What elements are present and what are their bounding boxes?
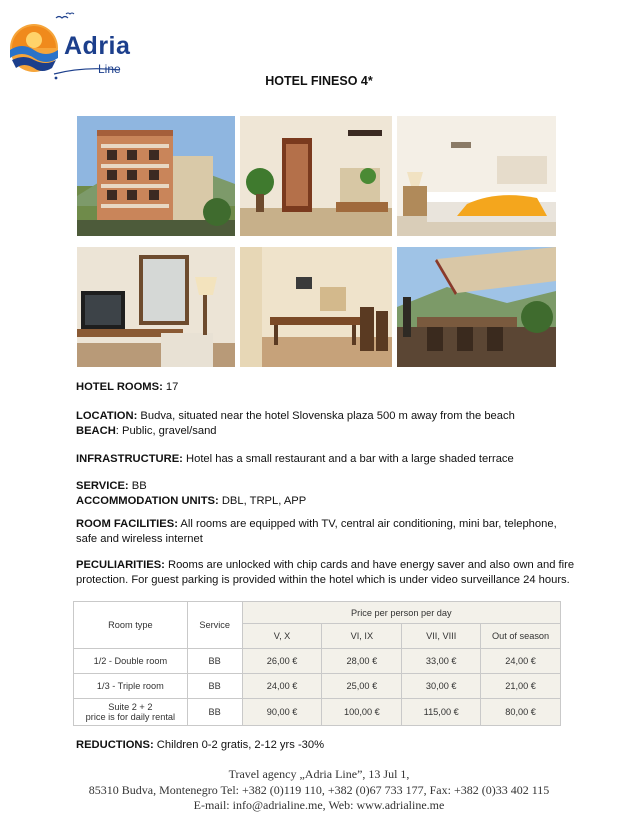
location-label: LOCATION: [76, 410, 138, 422]
table-row [74, 699, 561, 726]
price-cell: 24,00 € [242, 674, 322, 699]
infrastructure-label: INFRASTRUCTURE: [76, 453, 183, 465]
price-cell: 90,00 € [242, 699, 322, 726]
restaurant-photo [240, 247, 392, 367]
room-type-cell: 1/3 - Triple room [74, 674, 188, 699]
service-cell: BB [187, 699, 242, 726]
footer-contact [0, 767, 638, 814]
room-type-note: price is for daily rental [85, 712, 176, 722]
service-cell: BB [187, 674, 242, 699]
room-facilities-value: All rooms are equipped with TV, central air conditioning, mini bar, telephone, safe and wireless internet [76, 518, 557, 545]
service-value: BB [128, 480, 147, 492]
reductions-line [76, 738, 576, 753]
logo-sub-text: Line [98, 62, 121, 76]
adria-line-logo [4, 10, 131, 80]
price-cell: 25,00 € [322, 674, 402, 699]
room-type-cell [74, 699, 188, 726]
logo-brand-text: Adria [64, 32, 131, 60]
reductions-label: REDUCTIONS: [76, 739, 154, 751]
infrastructure-line [76, 452, 576, 467]
price-cell: 80,00 € [481, 699, 561, 726]
hotel-rooms-line [76, 380, 576, 395]
peculiarities-label: PECULIARITIES: [76, 559, 165, 571]
location-value: Budva, situated near the hotel Slovenska plaza 500 m away from the beach [137, 410, 515, 422]
price-cell: 21,00 € [481, 674, 561, 699]
footer-email-line: E-mail: info@adrialine.me, Web: www.adrialine.me [193, 798, 445, 812]
room-type-header: Room type [74, 602, 188, 649]
page-title: HOTEL FINESO 4* [265, 74, 373, 88]
peculiarities-value: Rooms are unlocked with chip cards and have energy saver and also own and fire protection. For guest parking is provided within the hotel which is under video surveillance 24 hours. [76, 559, 575, 586]
period-header: VII, VIII [402, 624, 481, 649]
hotel-rooms-value: 17 [162, 381, 179, 393]
peculiarities-paragraph [76, 558, 576, 588]
footer-address-line: 85310 Budva, Montenegro Tel: +382 (0)119 110, +382 (0)67 733 177, Fax: +382 (0)33 402 115 [88, 782, 550, 797]
room-tv-photo [77, 247, 235, 367]
service-header: Service [187, 602, 242, 649]
price-table [73, 601, 561, 726]
table-row [74, 674, 561, 699]
room-facilities-paragraph [76, 517, 576, 547]
service-line [76, 479, 576, 494]
hotel-rooms-label: HOTEL ROOMS: [76, 381, 163, 393]
beach-value: : Public, gravel/sand [115, 425, 217, 437]
price-cell: 33,00 € [402, 649, 481, 674]
price-cell: 28,00 € [322, 649, 402, 674]
hotel-entrance-photo [240, 116, 392, 236]
price-cell: 30,00 € [402, 674, 481, 699]
period-header: Out of season [481, 624, 561, 649]
reductions-value: Children 0-2 gratis, 2-12 yrs -30% [153, 739, 325, 751]
footer-agency-line: Travel agency „Adria Line”, 13 Jul 1, [228, 767, 410, 781]
price-per-person-header: Price per person per day [242, 602, 560, 624]
hotel-exterior-photo [77, 116, 235, 236]
accommodation-units-line [76, 494, 576, 509]
infrastructure-value: Hotel has a small restaurant and a bar with a large shaded terrace [182, 453, 514, 465]
price-cell: 100,00 € [322, 699, 402, 726]
price-cell: 24,00 € [481, 649, 561, 674]
service-cell: BB [187, 649, 242, 674]
period-header: V, X [242, 624, 322, 649]
terrace-photo [397, 247, 556, 367]
service-label: SERVICE: [76, 480, 129, 492]
beach-label: BEACH [76, 425, 116, 437]
room-type-line: Suite 2 + 2 [108, 702, 153, 712]
room-type-cell: 1/2 - Double room [74, 649, 188, 674]
accommodation-units-value: DBL, TRPL, APP [218, 495, 307, 507]
price-cell: 115,00 € [402, 699, 481, 726]
bedroom-photo [397, 116, 556, 236]
room-facilities-label: ROOM FACILITIES: [76, 518, 178, 530]
accommodation-units-label: ACCOMMODATION UNITS: [76, 495, 219, 507]
location-line [76, 409, 576, 424]
table-row [74, 649, 561, 674]
beach-line [76, 424, 576, 439]
period-header: VI, IX [322, 624, 402, 649]
price-cell: 26,00 € [242, 649, 322, 674]
